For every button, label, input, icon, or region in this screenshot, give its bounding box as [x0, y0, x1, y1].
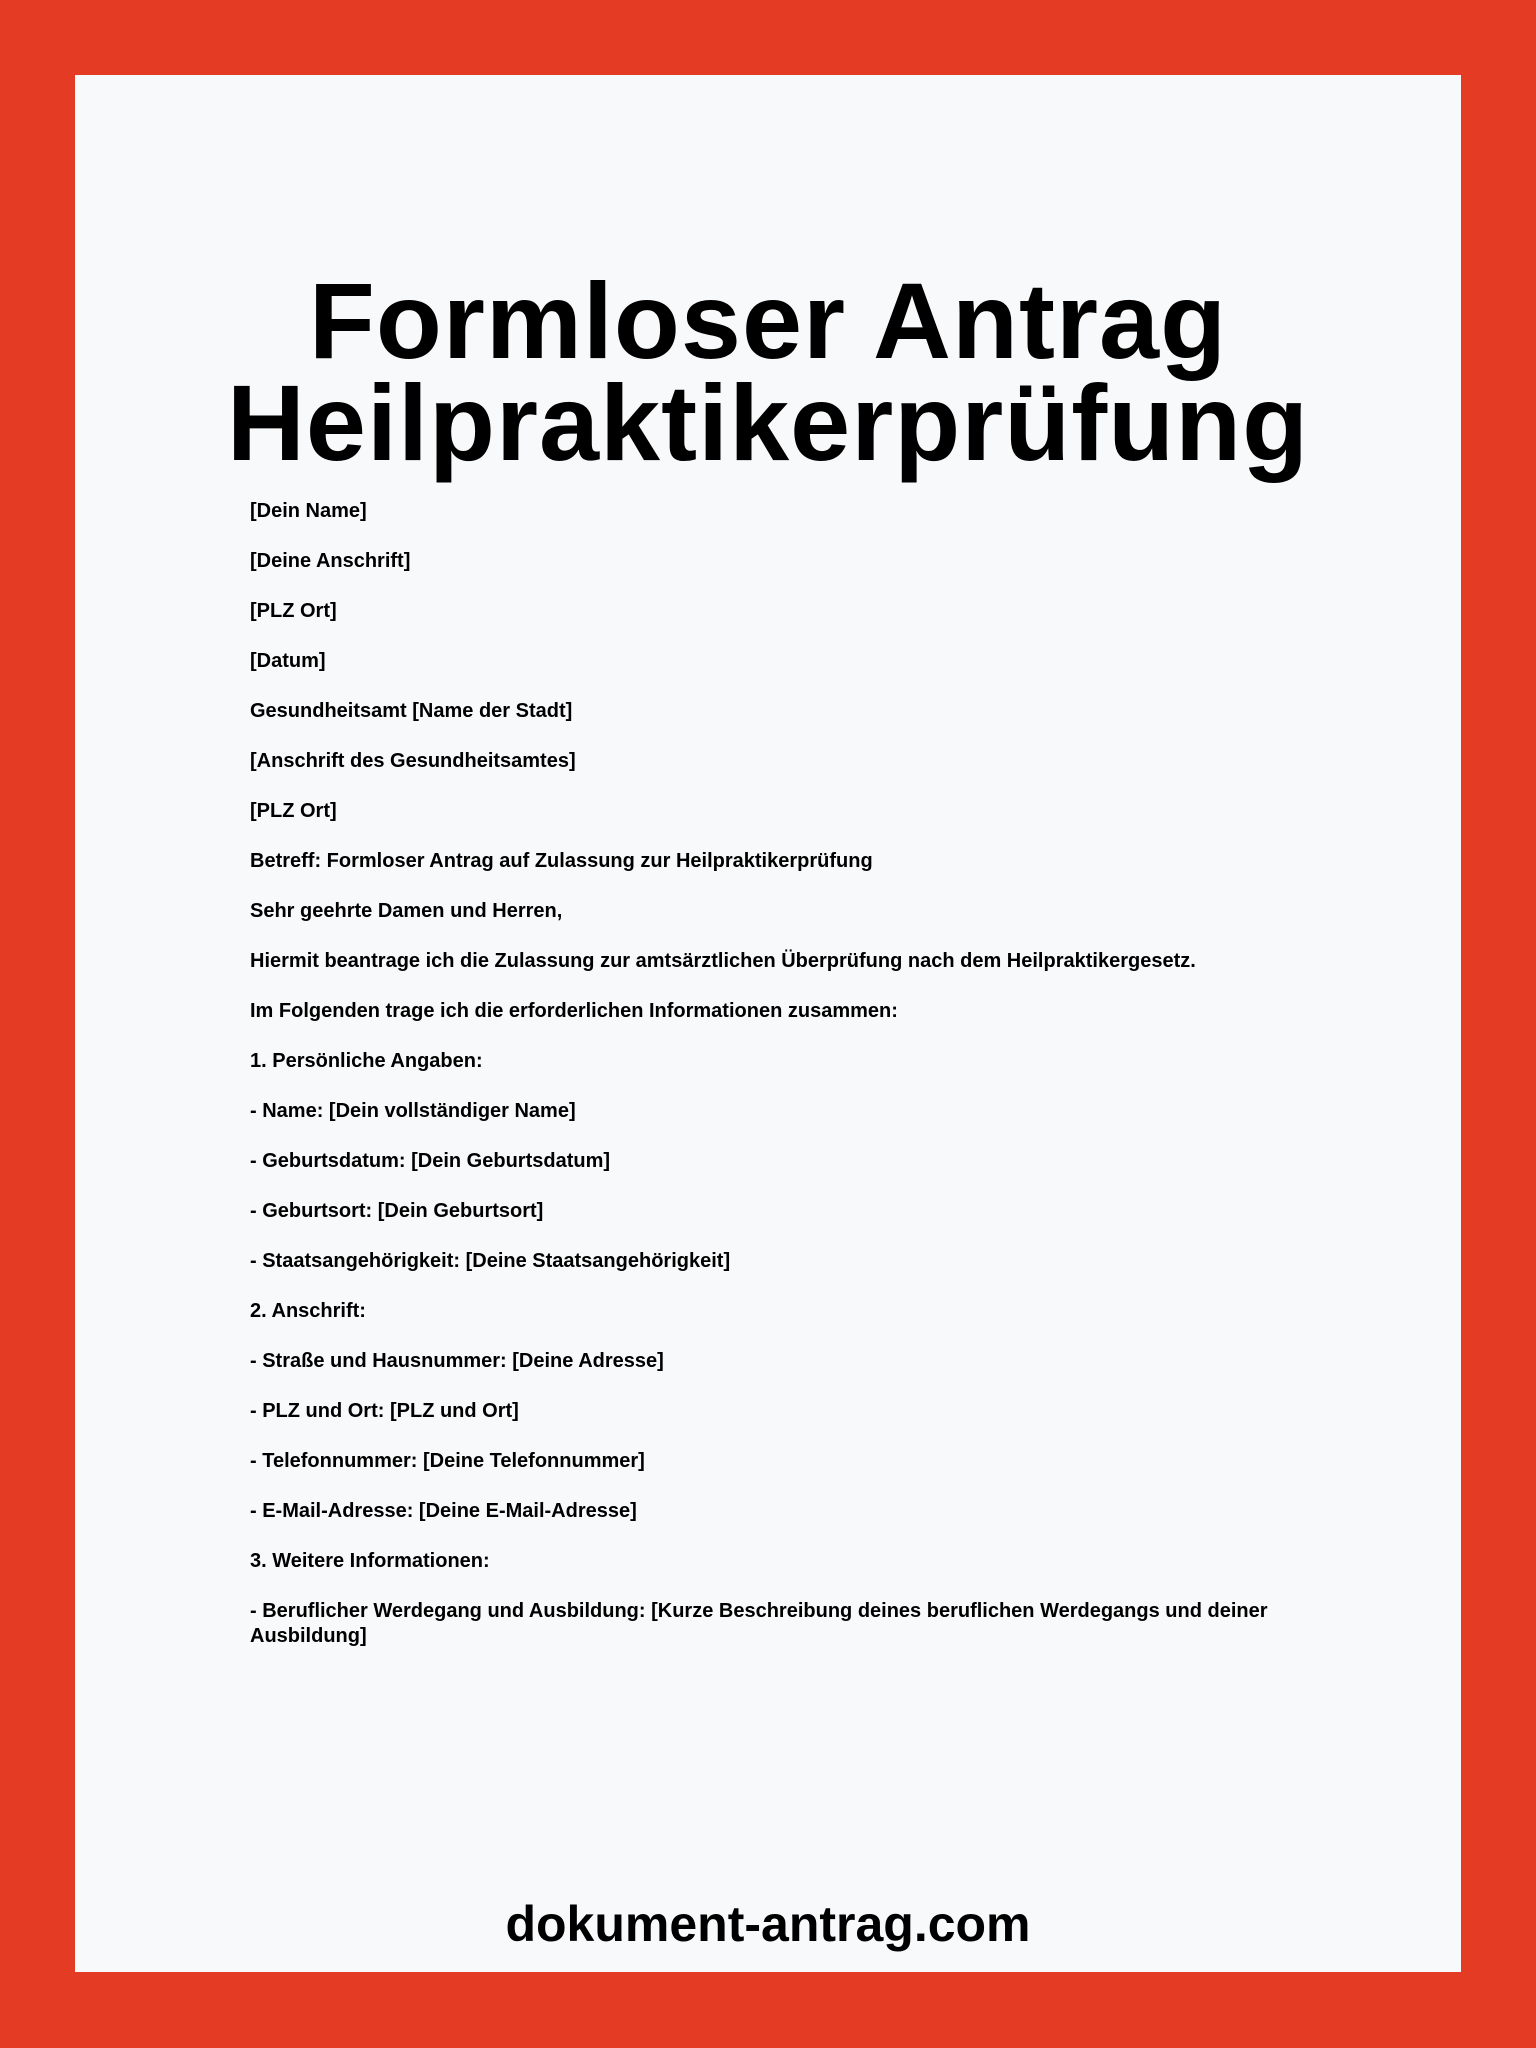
section-further-info: [250, 1549, 1370, 1649]
list-item: - Geburtsort: [Dein Geburtsort]: [250, 1200, 544, 1222]
sender-date: [Datum]: [250, 650, 326, 672]
salutation: Sehr geehrte Damen und Herren,: [250, 900, 563, 922]
section-personal: [250, 1049, 1370, 1274]
section-address: [250, 1299, 1370, 1524]
list-item: - E-Mail-Adresse: [Deine E-Mail-Adresse]: [250, 1500, 637, 1522]
document-page: [75, 75, 1461, 1972]
list-item: - Geburtsdatum: [Dein Geburtsdatum]: [250, 1150, 611, 1172]
recipient-address: [Anschrift des Gesundheitsamtes]: [250, 750, 576, 772]
sender-block: [250, 499, 1370, 674]
lead-block: [250, 999, 1370, 1024]
list-item: - Telefonnummer: [Deine Telefonnummer]: [250, 1450, 645, 1472]
list-item: - Beruflicher Werdegang und Ausbildung: [Kurze Beschreibung deines beruflichen Werdegangs und deiner Ausbildung]: [250, 1600, 1268, 1647]
section-heading: 2. Anschrift:: [250, 1300, 366, 1322]
list-item: - Staatsangehörigkeit: [Deine Staatsangehörigkeit]: [250, 1250, 731, 1272]
recipient-block: [250, 699, 1370, 824]
list-item: - Straße und Hausnummer: [Deine Adresse]: [250, 1350, 664, 1372]
subject-line: Betreff: Formloser Antrag auf Zulassung zur Heilpraktikerprüfung: [250, 850, 873, 872]
sender-address: [Deine Anschrift]: [250, 550, 411, 572]
title-line-2: Heilpraktikerprüfung: [226, 362, 1310, 483]
intro-paragraph: Hiermit beantrage ich die Zulassung zur amtsärztlichen Überprüfung nach dem Heilpraktikergesetz.: [250, 950, 1196, 972]
sender-name: [Dein Name]: [250, 500, 367, 522]
list-item: - Name: [Dein vollständiger Name]: [250, 1100, 576, 1122]
section-heading: 3. Weitere Informationen:: [250, 1550, 490, 1572]
section-heading: 1. Persönliche Angaben:: [250, 1050, 483, 1072]
recipient-name: Gesundheitsamt [Name der Stadt]: [250, 700, 573, 722]
site-watermark: dokument-antrag.com: [505, 1896, 1031, 1952]
letter-body: [250, 499, 1370, 1674]
list-item: - PLZ und Ort: [PLZ und Ort]: [250, 1400, 519, 1422]
sender-city: [PLZ Ort]: [250, 600, 337, 622]
title-line-1: Formloser Antrag: [308, 260, 1228, 381]
opening-block: [250, 849, 1370, 974]
lead-paragraph: Im Folgenden trage ich die erforderlichen Informationen zusammen:: [250, 1000, 898, 1022]
recipient-city: [PLZ Ort]: [250, 800, 337, 822]
document-title: [75, 260, 1461, 483]
